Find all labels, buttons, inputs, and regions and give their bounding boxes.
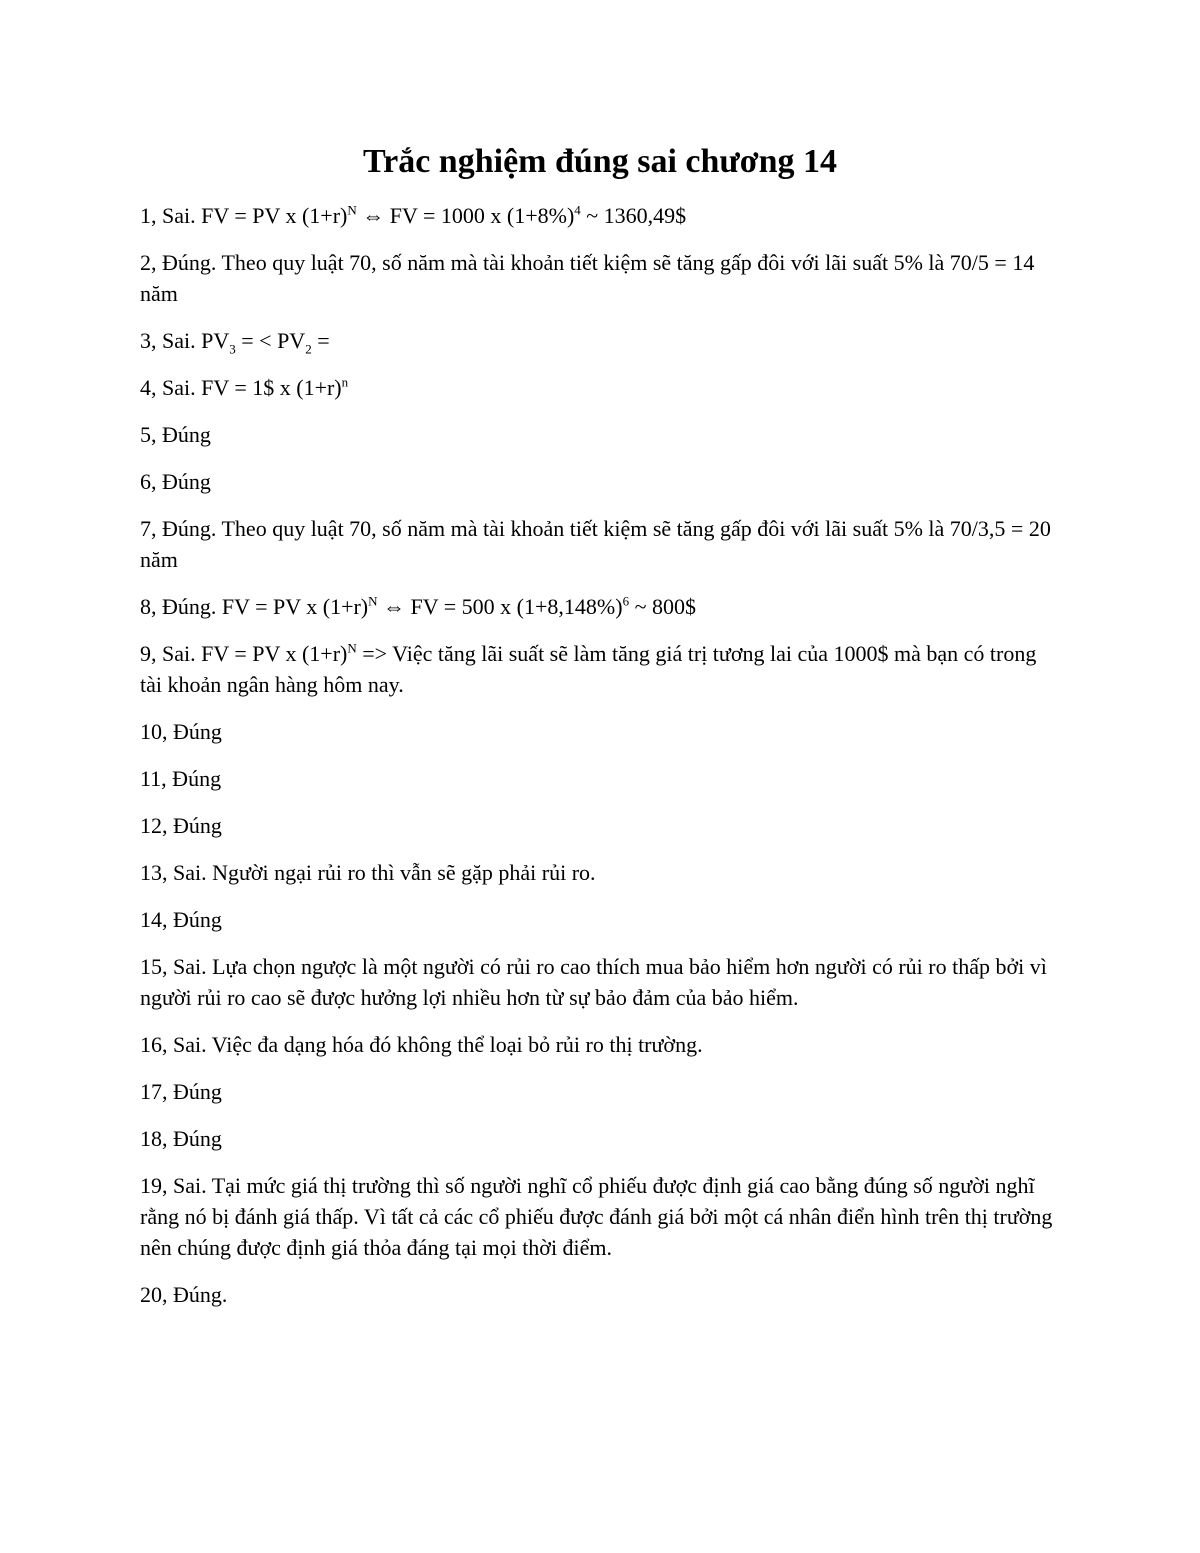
answer-item-19: 19, Sai. Tại mức giá thị trường thì số người nghĩ cổ phiếu được định giá cao bằng đúng số người nghĩ rằng nó bị đánh giá thấp. Vì tất cả các cổ phiếu được đánh giá bởi một cá nhân điển hình trên thị trường nên chúng được định giá thỏa đáng tại mọi thời điểm. bbox=[140, 1173, 1053, 1260]
answer-text: = bbox=[311, 328, 330, 353]
answer-text: 9, Sai. FV = PV x (1+r) bbox=[140, 641, 348, 666]
answer-item-20: 20, Đúng. bbox=[140, 1282, 228, 1307]
answer-text: ⇔ FV = 500 x (1+8,148%) bbox=[377, 594, 623, 619]
exponent: 6 bbox=[622, 593, 630, 609]
answer-item-7: 7, Đúng. Theo quy luật 70, số năm mà tài khoản tiết kiệm sẽ tăng gấp đôi với lãi suất 5% là 70/3,5 = 20 năm bbox=[140, 516, 1051, 572]
answer-text: ~ 1360,49$ bbox=[580, 203, 687, 228]
answer-item-8 bbox=[140, 591, 1060, 622]
answer-item-3 bbox=[140, 325, 1060, 356]
answer-item-9 bbox=[140, 638, 1060, 700]
answer-text: 1, Sai. FV = PV x (1+r) bbox=[140, 203, 348, 228]
answer-item-18: 18, Đúng bbox=[140, 1126, 222, 1151]
answer-text: 4, Sai. FV = 1$ x (1+r) bbox=[140, 375, 342, 400]
exponent: N bbox=[368, 593, 378, 609]
answer-item-11: 11, Đúng bbox=[140, 766, 222, 791]
answer-item-13: 13, Sai. Người ngại rủi ro thì vẫn sẽ gặp phải rủi ro. bbox=[140, 860, 596, 885]
answer-item-2: 2, Đúng. Theo quy luật 70, số năm mà tài khoản tiết kiệm sẽ tăng gấp đôi với lãi suất 5% là 70/5 = 14 năm bbox=[140, 250, 1035, 306]
answer-text: ⇔ FV = 1000 x (1+8%) bbox=[356, 203, 575, 228]
answer-item-15: 15, Sai. Lựa chọn ngược là một người có rủi ro cao thích mua bảo hiểm hơn người có rủi ro thấp bởi vì người rủi ro cao sẽ được hưởng lợi nhiều hơn từ sự bảo đảm của bảo hiểm. bbox=[140, 954, 1047, 1010]
answer-item-10: 10, Đúng bbox=[140, 719, 222, 744]
answer-text: = < PV bbox=[235, 328, 306, 353]
subscript: 3 bbox=[229, 341, 236, 357]
answer-item-12: 12, Đúng bbox=[140, 813, 222, 838]
exponent: N bbox=[347, 640, 357, 656]
answer-item-16: 16, Sai. Việc đa dạng hóa đó không thể loại bỏ rủi ro thị trường. bbox=[140, 1032, 703, 1057]
answer-text: ~ 800$ bbox=[629, 594, 696, 619]
subscript: 2 bbox=[305, 341, 312, 357]
exponent: 4 bbox=[574, 202, 581, 218]
exponent: n bbox=[341, 374, 349, 390]
answer-item-1 bbox=[140, 200, 1060, 231]
answer-list bbox=[140, 200, 1060, 1326]
page-title: Trắc nghiệm đúng sai chương 14 bbox=[362, 143, 838, 180]
answer-item-17: 17, Đúng bbox=[140, 1079, 222, 1104]
answer-text: 8, Đúng. FV = PV x (1+r) bbox=[140, 594, 369, 619]
answer-item-5: 5, Đúng bbox=[140, 422, 211, 447]
answer-item-4 bbox=[140, 372, 1060, 403]
exponent: N bbox=[347, 202, 357, 218]
answer-item-14: 14, Đúng bbox=[140, 907, 222, 932]
answer-text: => Việc tăng lãi suất sẽ làm tăng giá trị tương lai của 1000$ mà bạn có trong tài khoản ngân hàng hôm nay. bbox=[140, 641, 1037, 697]
answer-text: 3, Sai. PV bbox=[140, 328, 230, 353]
answer-item-6: 6, Đúng bbox=[140, 469, 211, 494]
